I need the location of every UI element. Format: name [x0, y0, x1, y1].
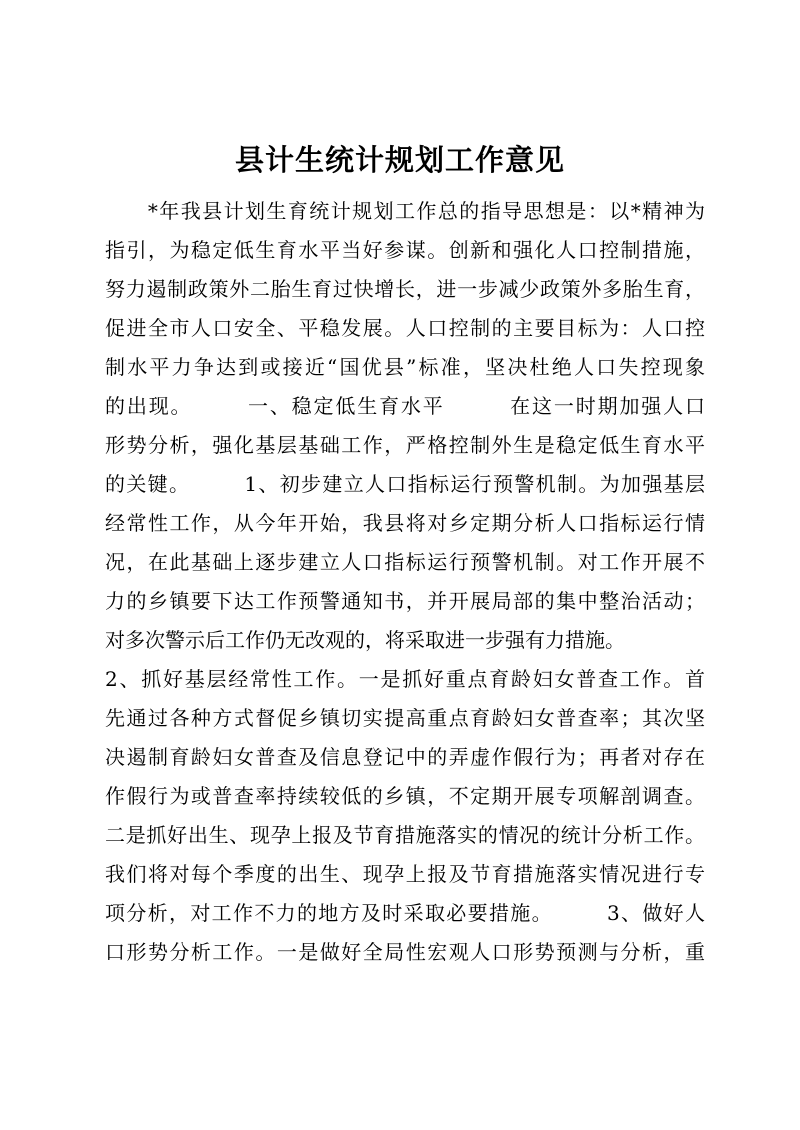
body-line: 2、抓好基层经常性工作。一是抓好重点育龄妇女普查工作。首: [105, 667, 705, 691]
body-line: 我们将对每个季度的出生、现孕上报及节育措施落实情况进行专: [105, 862, 705, 886]
body-line: 二是抓好出生、现孕上报及节育措施落实的情况的统计分析工作。: [105, 823, 705, 847]
body-line: 形势分析，强化基层基础工作，严格控制外生是稳定低生育水平: [105, 433, 705, 457]
body-line: 力的乡镇要下达工作预警通知书，并开展局部的集中整治活动；: [105, 589, 705, 613]
body-line: 项分析，对工作不力的地方及时采取必要措施。 3、做好人: [105, 901, 705, 925]
body-line: 先通过各种方式督促乡镇切实提高重点育龄妇女普查率；其次坚: [105, 706, 705, 730]
body-line: 对多次警示后工作仍无改观的，将采取进一步强有力措施。: [105, 628, 625, 652]
body-line: 努力遏制政策外二胎生育过快增长，进一步减少政策外多胎生育，: [105, 277, 705, 301]
body-line: *年我县计划生育统计规划工作总的指导思想是：以*精神为: [105, 199, 705, 223]
body-line: 的关键。 1、初步建立人口指标运行预警机制。为加强基层: [105, 472, 705, 496]
body-line: 决遏制育龄妇女普查及信息登记中的弄虚作假行为；再者对存在: [105, 745, 705, 769]
document-title: 县计生统计规划工作意见: [234, 143, 565, 177]
body-line: 经常性工作，从今年开始，我县将对乡定期分析人口指标运行情: [105, 511, 705, 535]
document-body: [105, 192, 705, 972]
body-line: 口形势分析工作。一是做好全局性宏观人口形势预测与分析，重: [105, 940, 705, 964]
body-line: 的出现。 一、稳定低生育水平 在这一时期加强人口: [105, 394, 705, 418]
body-line: 促进全市人口安全、平稳发展。人口控制的主要目标为：人口控: [105, 316, 705, 340]
body-line: 制水平力争达到或接近“国优县”标准，坚决杜绝人口失控现象: [105, 355, 705, 379]
body-line: 指引，为稳定低生育水平当好参谋。创新和强化人口控制措施，: [105, 238, 705, 262]
body-line: 况，在此基础上逐步建立人口指标运行预警机制。对工作开展不: [105, 550, 705, 574]
body-line: 作假行为或普查率持续较低的乡镇，不定期开展专项解剖调查。: [105, 784, 705, 808]
